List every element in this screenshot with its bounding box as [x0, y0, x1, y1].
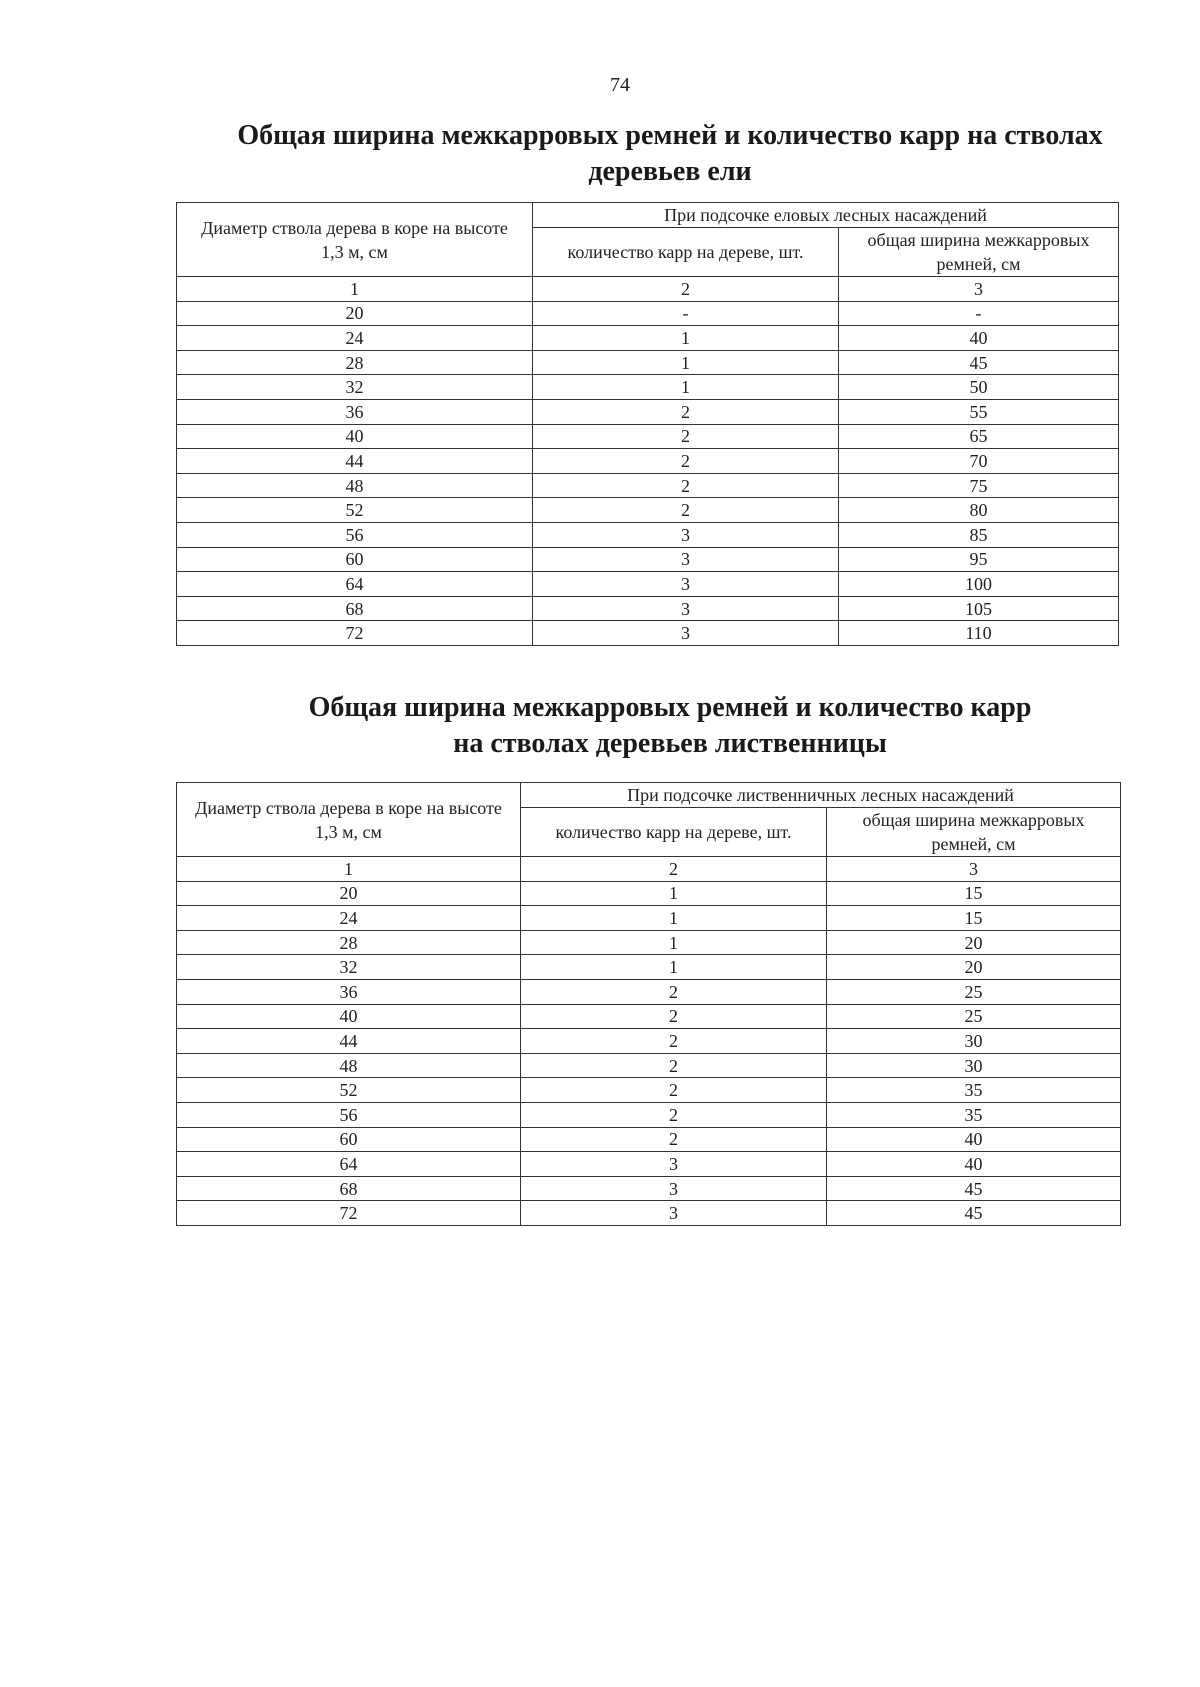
cell-diameter: 40 [177, 1004, 521, 1029]
cell-count: 1 [533, 350, 839, 375]
cell-count: 2 [533, 449, 839, 474]
cell-diameter: 28 [177, 350, 533, 375]
larch-table [176, 782, 1121, 1226]
cell-count: 2 [521, 1004, 827, 1029]
cell-width: 35 [827, 1078, 1121, 1103]
table-row [177, 955, 1121, 980]
table-row [177, 375, 1119, 400]
table-row [177, 326, 1119, 351]
cell-width: 40 [827, 1152, 1121, 1177]
cell-width: - [839, 301, 1119, 326]
header-diameter: Диаметр ствола дерева в коре на высоте 1,3 м, см [177, 783, 521, 857]
cell-width: 100 [839, 572, 1119, 597]
cell-count: 2 [521, 1127, 827, 1152]
cell-width: 80 [839, 498, 1119, 523]
cell-diameter: 48 [177, 1053, 521, 1078]
cell-diameter: 60 [177, 547, 533, 572]
cell-count: - [533, 301, 839, 326]
cell-width: 40 [839, 326, 1119, 351]
cell-diameter: 20 [177, 301, 533, 326]
larch-table-body [177, 857, 1121, 1226]
table-row [177, 572, 1119, 597]
table-row [177, 1102, 1121, 1127]
cell-count: 2 [521, 857, 827, 882]
cell-diameter: 20 [177, 881, 521, 906]
header-group: При подсочке еловых лесных насаждений [533, 203, 1119, 228]
cell-diameter: 36 [177, 979, 521, 1004]
cell-width: 105 [839, 596, 1119, 621]
table-row [177, 1201, 1121, 1226]
header-width: общая ширина межкарровых ремней, см [839, 228, 1119, 277]
table-row [177, 857, 1121, 882]
cell-width: 3 [827, 857, 1121, 882]
cell-diameter: 24 [177, 326, 533, 351]
cell-diameter: 1 [177, 277, 533, 302]
header-count: количество карр на дереве, шт. [533, 228, 839, 277]
cell-count: 1 [533, 375, 839, 400]
cell-diameter: 52 [177, 498, 533, 523]
cell-count: 3 [521, 1152, 827, 1177]
cell-diameter: 32 [177, 955, 521, 980]
cell-diameter: 32 [177, 375, 533, 400]
cell-width: 30 [827, 1029, 1121, 1054]
spruce-table-title [210, 118, 1130, 190]
table-row [177, 1127, 1121, 1152]
cell-width: 25 [827, 1004, 1121, 1029]
cell-count: 2 [533, 424, 839, 449]
cell-width: 20 [827, 955, 1121, 980]
larch-table-title [285, 690, 1055, 762]
cell-count: 2 [521, 1029, 827, 1054]
cell-diameter: 40 [177, 424, 533, 449]
spruce-title-line-1: Общая ширина межкарровых ремней и количество карр на стволах [237, 120, 1103, 151]
cell-count: 3 [533, 547, 839, 572]
cell-width: 40 [827, 1127, 1121, 1152]
table-row [177, 1053, 1121, 1078]
table-row [177, 1176, 1121, 1201]
cell-diameter: 52 [177, 1078, 521, 1103]
table-row [177, 881, 1121, 906]
cell-count: 1 [521, 881, 827, 906]
cell-diameter: 72 [177, 621, 533, 646]
table-row [177, 1004, 1121, 1029]
cell-diameter: 36 [177, 399, 533, 424]
cell-width: 45 [827, 1176, 1121, 1201]
cell-diameter: 68 [177, 596, 533, 621]
cell-width: 30 [827, 1053, 1121, 1078]
header-group: При подсочке лиственничных лесных насаждений [521, 783, 1121, 808]
cell-count: 3 [533, 572, 839, 597]
larch-title-line-1: Общая ширина межкарровых ремней и количество карр [308, 692, 1032, 723]
cell-count: 1 [521, 930, 827, 955]
cell-count: 2 [521, 1053, 827, 1078]
cell-count: 2 [521, 1078, 827, 1103]
table-row [177, 522, 1119, 547]
larch-title-line-2: на стволах деревьев лиственницы [453, 728, 887, 759]
table-row [177, 449, 1119, 474]
cell-count: 2 [533, 277, 839, 302]
header-width: общая ширина межкарровых ремней, см [827, 808, 1121, 857]
cell-width: 65 [839, 424, 1119, 449]
table-row [177, 906, 1121, 931]
cell-width: 75 [839, 473, 1119, 498]
cell-count: 3 [521, 1201, 827, 1226]
table-row [177, 350, 1119, 375]
cell-diameter: 44 [177, 1029, 521, 1054]
cell-width: 15 [827, 906, 1121, 931]
cell-count: 2 [533, 473, 839, 498]
table-row [177, 979, 1121, 1004]
spruce-table [176, 202, 1119, 646]
table-row [177, 1152, 1121, 1177]
table-row [177, 1078, 1121, 1103]
cell-count: 1 [533, 326, 839, 351]
cell-width: 55 [839, 399, 1119, 424]
cell-diameter: 64 [177, 572, 533, 597]
cell-width: 3 [839, 277, 1119, 302]
cell-diameter: 68 [177, 1176, 521, 1201]
cell-width: 70 [839, 449, 1119, 474]
cell-diameter: 64 [177, 1152, 521, 1177]
table-row [177, 596, 1119, 621]
table-row [177, 1029, 1121, 1054]
cell-width: 110 [839, 621, 1119, 646]
cell-diameter: 60 [177, 1127, 521, 1152]
cell-diameter: 1 [177, 857, 521, 882]
cell-count: 1 [521, 906, 827, 931]
cell-diameter: 56 [177, 1102, 521, 1127]
cell-width: 35 [827, 1102, 1121, 1127]
cell-width: 95 [839, 547, 1119, 572]
table-row [177, 621, 1119, 646]
cell-width: 85 [839, 522, 1119, 547]
cell-diameter: 44 [177, 449, 533, 474]
header-count: количество карр на дереве, шт. [521, 808, 827, 857]
cell-width: 45 [839, 350, 1119, 375]
cell-diameter: 24 [177, 906, 521, 931]
spruce-title-line-2: деревьев ели [588, 156, 752, 187]
cell-width: 25 [827, 979, 1121, 1004]
cell-diameter: 48 [177, 473, 533, 498]
cell-width: 15 [827, 881, 1121, 906]
cell-count: 3 [533, 522, 839, 547]
page-number: 74 [610, 74, 630, 96]
table-row [177, 424, 1119, 449]
table-row [177, 399, 1119, 424]
table-row [177, 498, 1119, 523]
table-row [177, 547, 1119, 572]
spruce-table-body [177, 277, 1119, 646]
cell-width: 45 [827, 1201, 1121, 1226]
cell-count: 2 [533, 498, 839, 523]
cell-count: 1 [521, 955, 827, 980]
cell-count: 3 [533, 621, 839, 646]
table-row [177, 930, 1121, 955]
table-row [177, 277, 1119, 302]
cell-count: 2 [521, 1102, 827, 1127]
table-row [177, 301, 1119, 326]
cell-count: 2 [533, 399, 839, 424]
table-row [177, 473, 1119, 498]
cell-count: 3 [521, 1176, 827, 1201]
cell-width: 20 [827, 930, 1121, 955]
cell-diameter: 72 [177, 1201, 521, 1226]
cell-count: 2 [521, 979, 827, 1004]
header-diameter: Диаметр ствола дерева в коре на высоте 1,3 м, см [177, 203, 533, 277]
cell-count: 3 [533, 596, 839, 621]
cell-width: 50 [839, 375, 1119, 400]
cell-diameter: 56 [177, 522, 533, 547]
cell-diameter: 28 [177, 930, 521, 955]
